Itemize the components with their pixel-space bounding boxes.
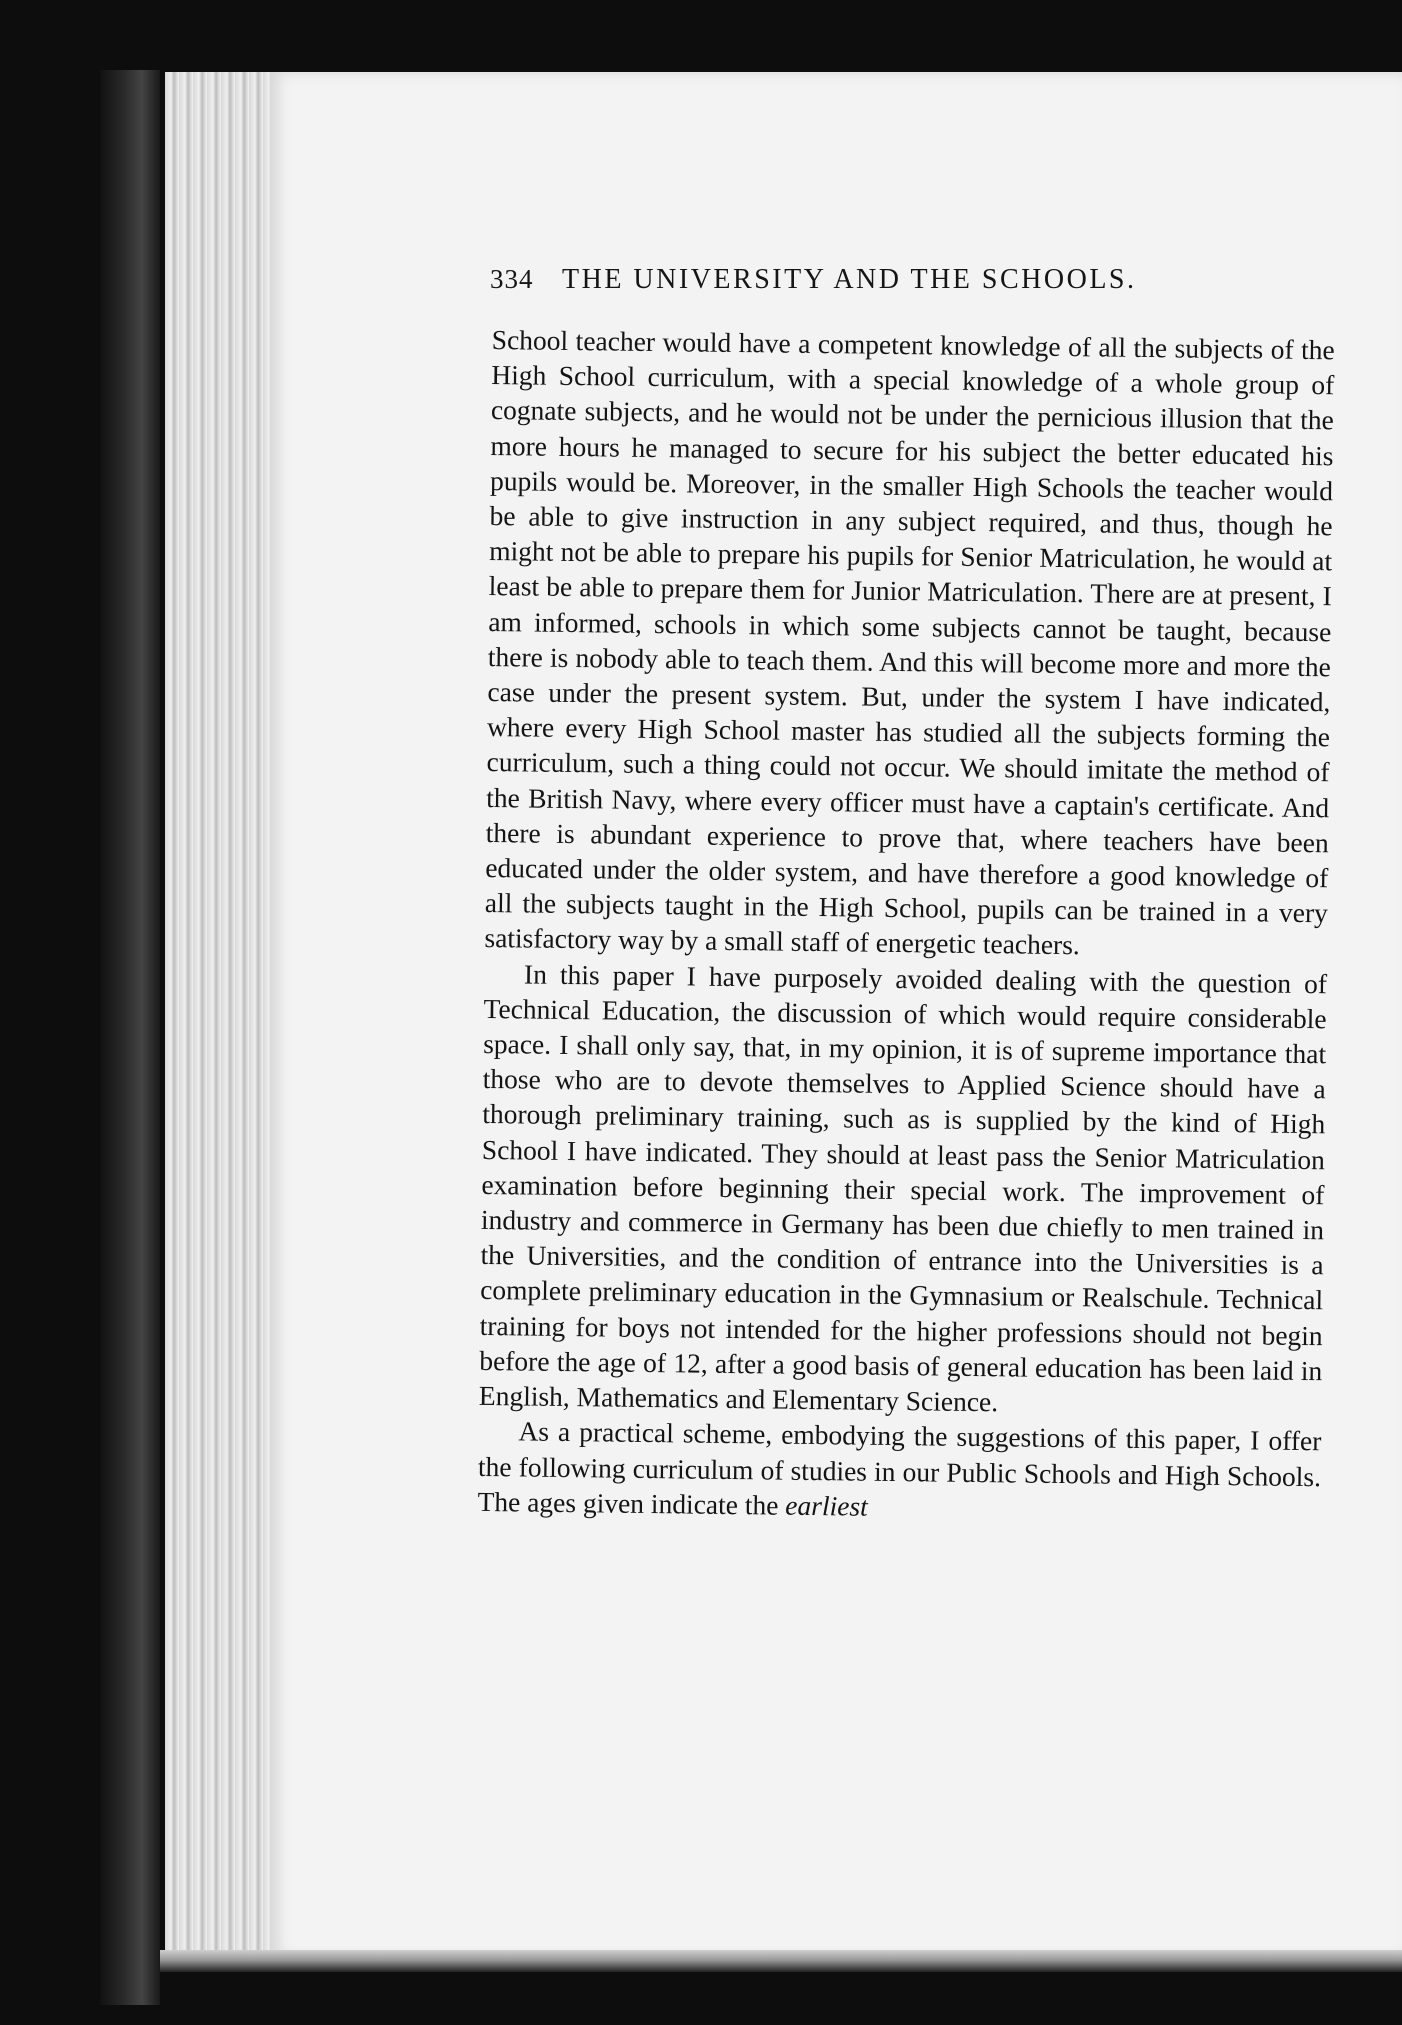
body-text bbox=[477, 322, 1335, 1529]
page-bottom-edge bbox=[160, 1950, 1402, 1972]
page-edges bbox=[165, 72, 275, 1962]
paragraph-3 bbox=[477, 1413, 1321, 1529]
paragraph-1: School teacher would have a competent knowledge of all the subjects of the High School curriculum, with a special knowledge of a whole group of cognate subjects, and he would not be under the pernicious illusion that the more hours he managed to secure for his subject the better educated his pupils would be. Moreover, in the smaller High Schools the teacher would be able to give instruction in any subject required, and thus, though he might not be able to prepare his pupils for Senior Matriculation, he would at least be able to prepare them for Junior Matriculation. There are at present, I am informed, schools in which some subjects cannot be taught, because there is nobody able to teach them. And this will become more and more the case under the present system. But, under the system I have indicated, where every High School master has studied all the subjects forming the curriculum, such a thing could not occur. We should imitate the method of the British Navy, where every officer must have a captain's certificate. And there is abundant experience to prove that, where teachers have been educated under the older system, and have therefore a good knowledge of all the subjects taught in the High School, pupils can be trained in a very satisfactory way by a small staff of energetic teachers. bbox=[484, 323, 1335, 961]
running-head: THE UNIVERSITY AND THE SCHOOLS. bbox=[562, 264, 1137, 295]
book-binding bbox=[100, 70, 160, 2005]
page-header bbox=[490, 264, 1240, 296]
page-number: 334 bbox=[490, 264, 534, 294]
paragraph-2: In this paper I have purposely avoided dealing with the question of Technical Education, the discussion of which would require considerable space. I shall only say, that, in my opinion, it is of supreme importance that those who are to devote themselves to Applied Science should have a thorough preliminary training, such as is supplied by the kind of High School I have indicated. They should at least pass the Senior Matriculation examination before beginning their special work. The improvement of industry and commerce in Germany has been due chiefly to men trained in the Universities, and the condition of entrance into the Universities is a complete preliminary education in the Gymnasium or Realschule. Technical training for boys not intended for the higher professions should not begin before the age of 12, after a good basis of general education has been laid in English, Mathematics and Elementary Science. bbox=[478, 958, 1328, 1418]
italic-word-earliest: earliest bbox=[785, 1489, 868, 1522]
paragraph-3-text: As a practical scheme, embodying the suggestions of this paper, I offer the following curriculum of studies in our Public Schools and High Schools. The ages given indicate the bbox=[477, 1415, 1322, 1521]
